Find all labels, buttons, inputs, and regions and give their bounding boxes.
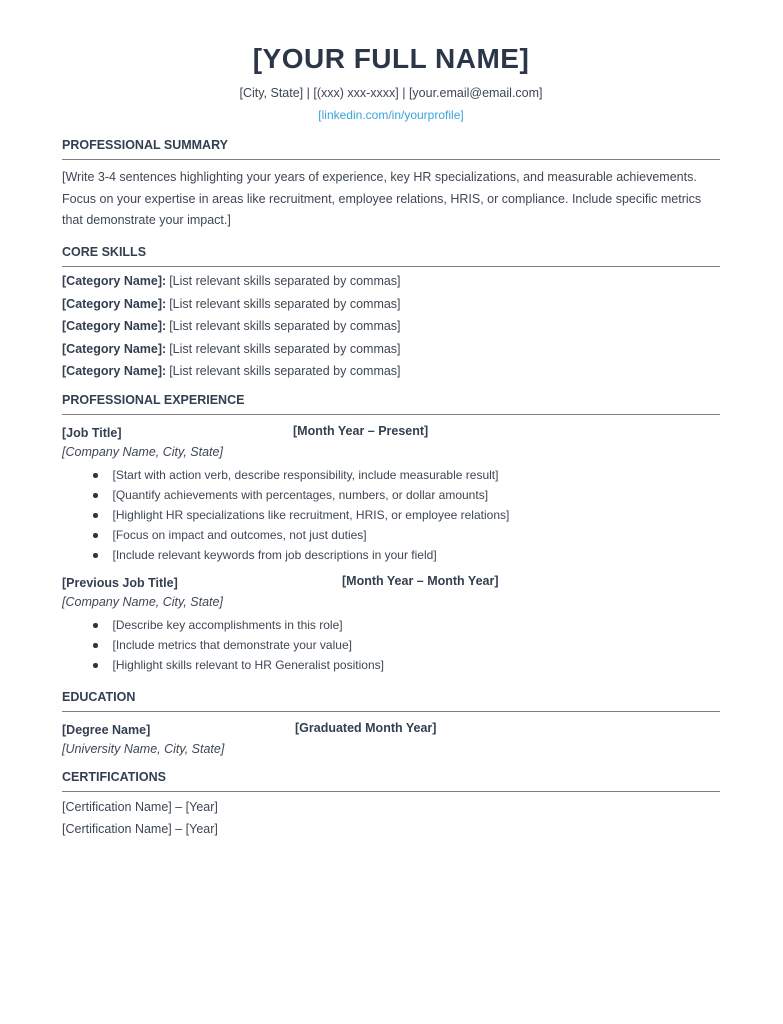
job-title: [Previous Job Title] — [62, 576, 178, 590]
skill-line — [62, 274, 720, 289]
company-name: [Company Name, City, State] — [62, 445, 223, 459]
section-core-skills — [62, 245, 720, 380]
skill-list: [List relevant skills separated by commas] — [169, 341, 401, 356]
bullet-icon — [93, 513, 98, 518]
bullet-text: [Quantify achievements with percentages, numbers, or dollar amounts] — [112, 488, 489, 502]
bullet-item — [62, 505, 720, 525]
core-skills-heading: CORE SKILLS — [62, 244, 147, 259]
skill-list: [List relevant skills separated by commas] — [169, 296, 401, 311]
bullet-item — [62, 545, 720, 565]
bullet-list — [62, 465, 720, 565]
certifications-heading: CERTIFICATIONS — [62, 770, 166, 784]
section-rule — [62, 711, 720, 712]
section-rule — [62, 791, 720, 792]
bullet-text: [Describe key accomplishments in this role] — [112, 618, 343, 632]
job-title: [Job Title] — [62, 426, 122, 440]
skill-category: [Category Name]: — [62, 319, 167, 333]
section-professional-experience — [62, 393, 720, 675]
job-dates: [Month Year – Present] — [293, 424, 429, 438]
bullet-icon — [93, 663, 98, 668]
skill-category: [Category Name]: — [62, 274, 167, 288]
skill-category: [Category Name]: — [62, 341, 167, 356]
bullet-list — [62, 615, 720, 675]
bullet-icon — [93, 643, 98, 648]
certification-item: [Certification Name] – [Year] — [62, 799, 218, 814]
section-rule — [62, 414, 720, 415]
job-header-row — [62, 424, 720, 439]
skill-list: [List relevant skills separated by commas] — [169, 274, 401, 288]
bullet-text: [Focus on impact and outcomes, not just duties] — [112, 528, 367, 542]
section-rule — [62, 159, 720, 160]
skill-list: [List relevant skills separated by commas] — [169, 319, 401, 333]
degree-row — [62, 721, 720, 736]
skill-category: [Category Name]: — [62, 364, 167, 378]
bullet-text: [Start with action verb, describe responsibility, include measurable result] — [112, 468, 499, 482]
company-name: [Company Name, City, State] — [62, 595, 223, 609]
experience-heading: PROFESSIONAL EXPERIENCE — [62, 393, 245, 407]
skill-line — [62, 319, 720, 334]
university-name: [University Name, City, State] — [62, 742, 225, 756]
job-dates: [Month Year – Month Year] — [342, 574, 499, 588]
bullet-text: [Highlight HR specializations like recruitment, HRIS, or employee relations] — [112, 508, 510, 522]
bullet-item — [62, 635, 720, 655]
degree-name: [Degree Name] — [62, 723, 151, 737]
section-education — [62, 690, 720, 757]
linkedin-link[interactable]: [linkedin.com/in/yourprofile] — [318, 108, 464, 122]
summary-text: [Write 3-4 sentences highlighting your years of experience, key HR specializations, and measurable achievements. Focus on your expertise in areas like recruitment, employee relations, HRIS, or compliance. Include specific metrics that demonstrate your impact.] — [62, 170, 702, 227]
bullet-icon — [93, 623, 98, 628]
section-certifications — [62, 770, 720, 837]
skill-line — [62, 364, 720, 379]
skill-line — [62, 297, 720, 312]
bullet-item — [62, 655, 720, 675]
bullet-text: [Include relevant keywords from job descriptions in your field] — [112, 548, 437, 562]
skill-list: [List relevant skills separated by commas] — [169, 364, 401, 378]
bullet-icon — [93, 473, 98, 478]
resume-header — [62, 42, 720, 124]
bullet-item — [62, 465, 720, 485]
section-professional-summary — [62, 138, 720, 232]
job-entry-previous — [62, 574, 720, 675]
section-rule — [62, 266, 720, 267]
certification-item: [Certification Name] – [Year] — [62, 822, 218, 836]
bullet-item — [62, 615, 720, 635]
education-heading: EDUCATION — [62, 690, 136, 704]
job-entry-current — [62, 424, 720, 565]
bullet-text: [Highlight skills relevant to HR Generalist positions] — [112, 658, 384, 672]
contact-line: [City, State] | [(xxx) xxx-xxxx] | [your.email@email.com] — [239, 86, 543, 100]
bullet-icon — [93, 533, 98, 538]
bullet-icon — [93, 553, 98, 558]
skill-category: [Category Name]: — [62, 296, 167, 311]
bullet-icon — [93, 493, 98, 498]
bullet-item — [62, 525, 720, 545]
bullet-text: [Include metrics that demonstrate your value] — [112, 638, 352, 652]
full-name: [YOUR FULL NAME] — [252, 43, 530, 74]
graduation-date: [Graduated Month Year] — [295, 721, 437, 735]
summary-heading: PROFESSIONAL SUMMARY — [62, 138, 228, 152]
bullet-item — [62, 485, 720, 505]
job-header-row — [62, 574, 720, 589]
skill-line — [62, 342, 720, 357]
